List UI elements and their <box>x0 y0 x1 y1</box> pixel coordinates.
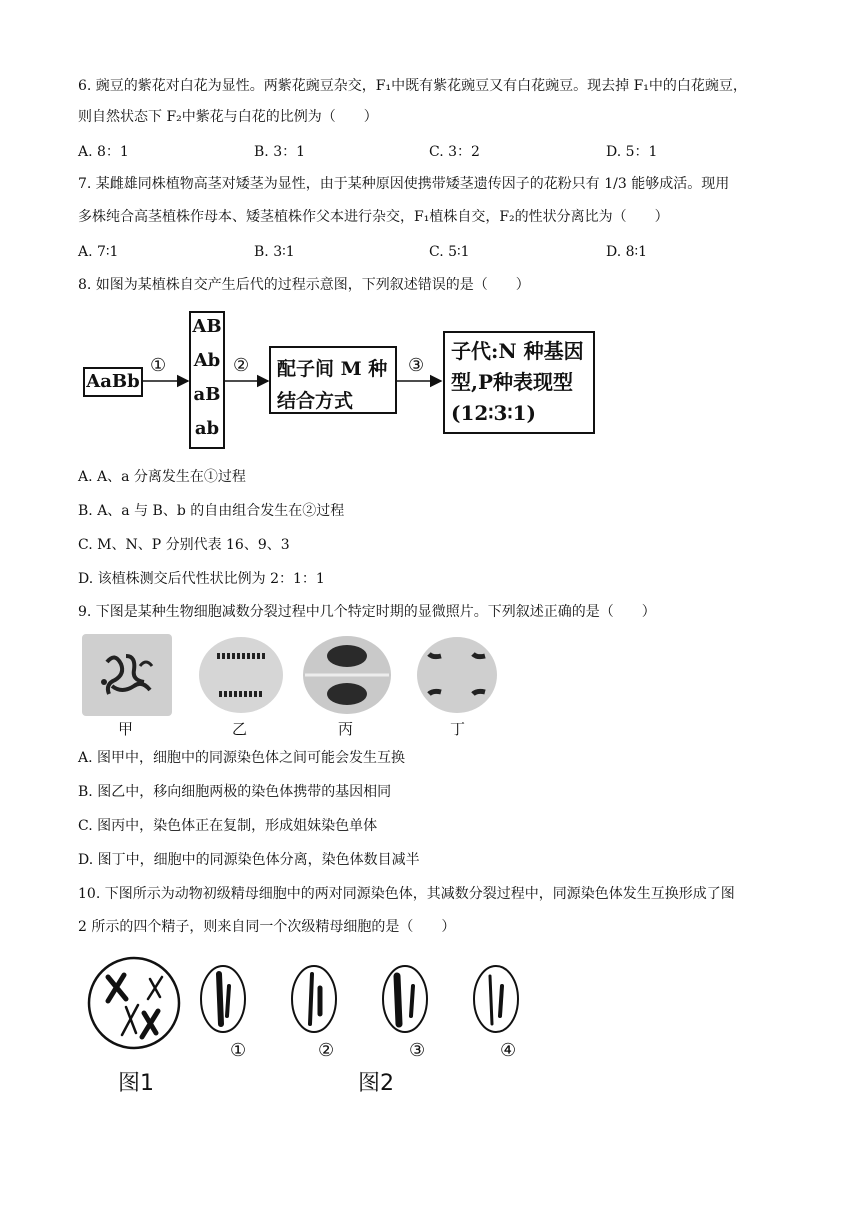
figure-2-caption: 图2 <box>358 1071 394 1096</box>
q6-option-a: A. 8：1 <box>78 144 129 160</box>
q9-option-c: C. 图丙中，染色体正在复制，形成姐妹染色单体 <box>78 818 378 834</box>
gamete-aB: aB <box>193 384 221 405</box>
offspring-text-line2: 型,P种表现型 <box>451 370 574 394</box>
figure-1-cell <box>86 955 182 1051</box>
sperm-1 <box>199 964 247 1034</box>
step-3-label: ③ <box>408 355 425 376</box>
q7-stem-line1: 7. 某雌雄同株植物高茎对矮茎为显性，由于某种原因使携带矮茎遗传因子的花粉只有 1/3 能够成活。现用 <box>78 176 730 192</box>
q8-option-c: C. M、N、P 分别代表 16、9、3 <box>78 537 290 553</box>
figure-1-caption: 图1 <box>118 1071 154 1096</box>
q8-option-a: A. A、a 分离发生在①过程 <box>78 469 246 485</box>
micrograph-yi <box>197 634 285 716</box>
q9-stem: 9. 下图是某种生物细胞减数分裂过程中几个特定时期的显微照片。下列叙述正确的是（ ） <box>78 604 656 620</box>
gamete-Ab: Ab <box>193 350 221 371</box>
sperm-label-4: ④ <box>500 1040 517 1061</box>
q8-option-b: B. A、a 与 B、b 的自由组合发生在②过程 <box>78 503 345 519</box>
q6-stem-line1: 6. 豌豆的紫花对白花为显性。两紫花豌豆杂交，F₁中既有紫花豌豆又有白花豌豆。现去掉 F₁中的白花豌豆， <box>78 78 747 94</box>
label-jia: 甲 <box>118 720 134 738</box>
q7-option-b: B. 3∶1 <box>254 244 295 260</box>
micrograph-bing <box>301 634 393 716</box>
q8-option-d: D. 该植株测交后代性状比例为 2：1：1 <box>78 571 325 587</box>
label-yi: 乙 <box>232 720 248 738</box>
q6-stem-line2: 则自然状态下 F₂中紫花与白花的比例为（ ） <box>78 109 378 125</box>
q9-option-d: D. 图丁中，细胞中的同源染色体分离，染色体数目减半 <box>78 852 420 868</box>
offspring-box <box>443 331 595 434</box>
step-2-label: ② <box>233 355 250 376</box>
offspring-text-line3: (12∶3∶1) <box>451 401 536 425</box>
q10-stem-line1: 10. 下图所示为动物初级精母细胞中的两对同源染色体，其减数分裂过程中，同源染色体发生互换形成了图 <box>78 886 735 902</box>
sperm-2 <box>290 964 338 1034</box>
q7-stem-line2: 多株纯合高茎植株作母本、矮茎植株作父本进行杂交，F₁植株自交，F₂的性状分离比为（ ） <box>78 209 669 225</box>
offspring-text-line1: 子代:N 种基因 <box>451 339 584 363</box>
gametes-box <box>189 311 225 449</box>
q6-option-d: D. 5：1 <box>606 144 658 160</box>
sperm-label-2: ② <box>318 1040 335 1061</box>
step-1-label: ① <box>150 355 167 376</box>
q10-stem-line2: 2 所示的四个精子，则来自同一个次级精母细胞的是（ ） <box>78 919 456 935</box>
micrograph-ding <box>415 634 499 716</box>
sperm-label-1: ① <box>230 1040 247 1061</box>
sperm-4 <box>472 964 520 1034</box>
micrograph-jia <box>82 634 172 716</box>
parent-genotype-box: AaBb <box>83 367 143 397</box>
combination-text-line1: 配子间 M 种 <box>277 358 388 380</box>
q7-option-a: A. 7∶1 <box>78 244 119 260</box>
sperm-label-3: ③ <box>409 1040 426 1061</box>
sperm-3 <box>381 964 429 1034</box>
q8-stem: 8. 如图为某植株自交产生后代的过程示意图，下列叙述错误的是（ ） <box>78 277 530 293</box>
combination-box <box>269 346 397 414</box>
combination-text-line2: 结合方式 <box>277 390 354 412</box>
q6-option-b: B. 3：1 <box>254 144 306 160</box>
gamete-ab-lower: ab <box>194 418 220 439</box>
label-ding: 丁 <box>450 720 466 738</box>
q9-option-a: A. 图甲中，细胞中的同源染色体之间可能会发生互换 <box>78 750 406 766</box>
label-bing: 丙 <box>338 720 354 738</box>
q7-option-c: C. 5∶1 <box>429 244 470 260</box>
q6-option-c: C. 3：2 <box>429 144 480 160</box>
q7-option-d: D. 8∶1 <box>606 244 648 260</box>
q9-option-b: B. 图乙中，移向细胞两极的染色体携带的基因相同 <box>78 784 392 800</box>
gamete-ab-upper: AB <box>192 316 222 337</box>
